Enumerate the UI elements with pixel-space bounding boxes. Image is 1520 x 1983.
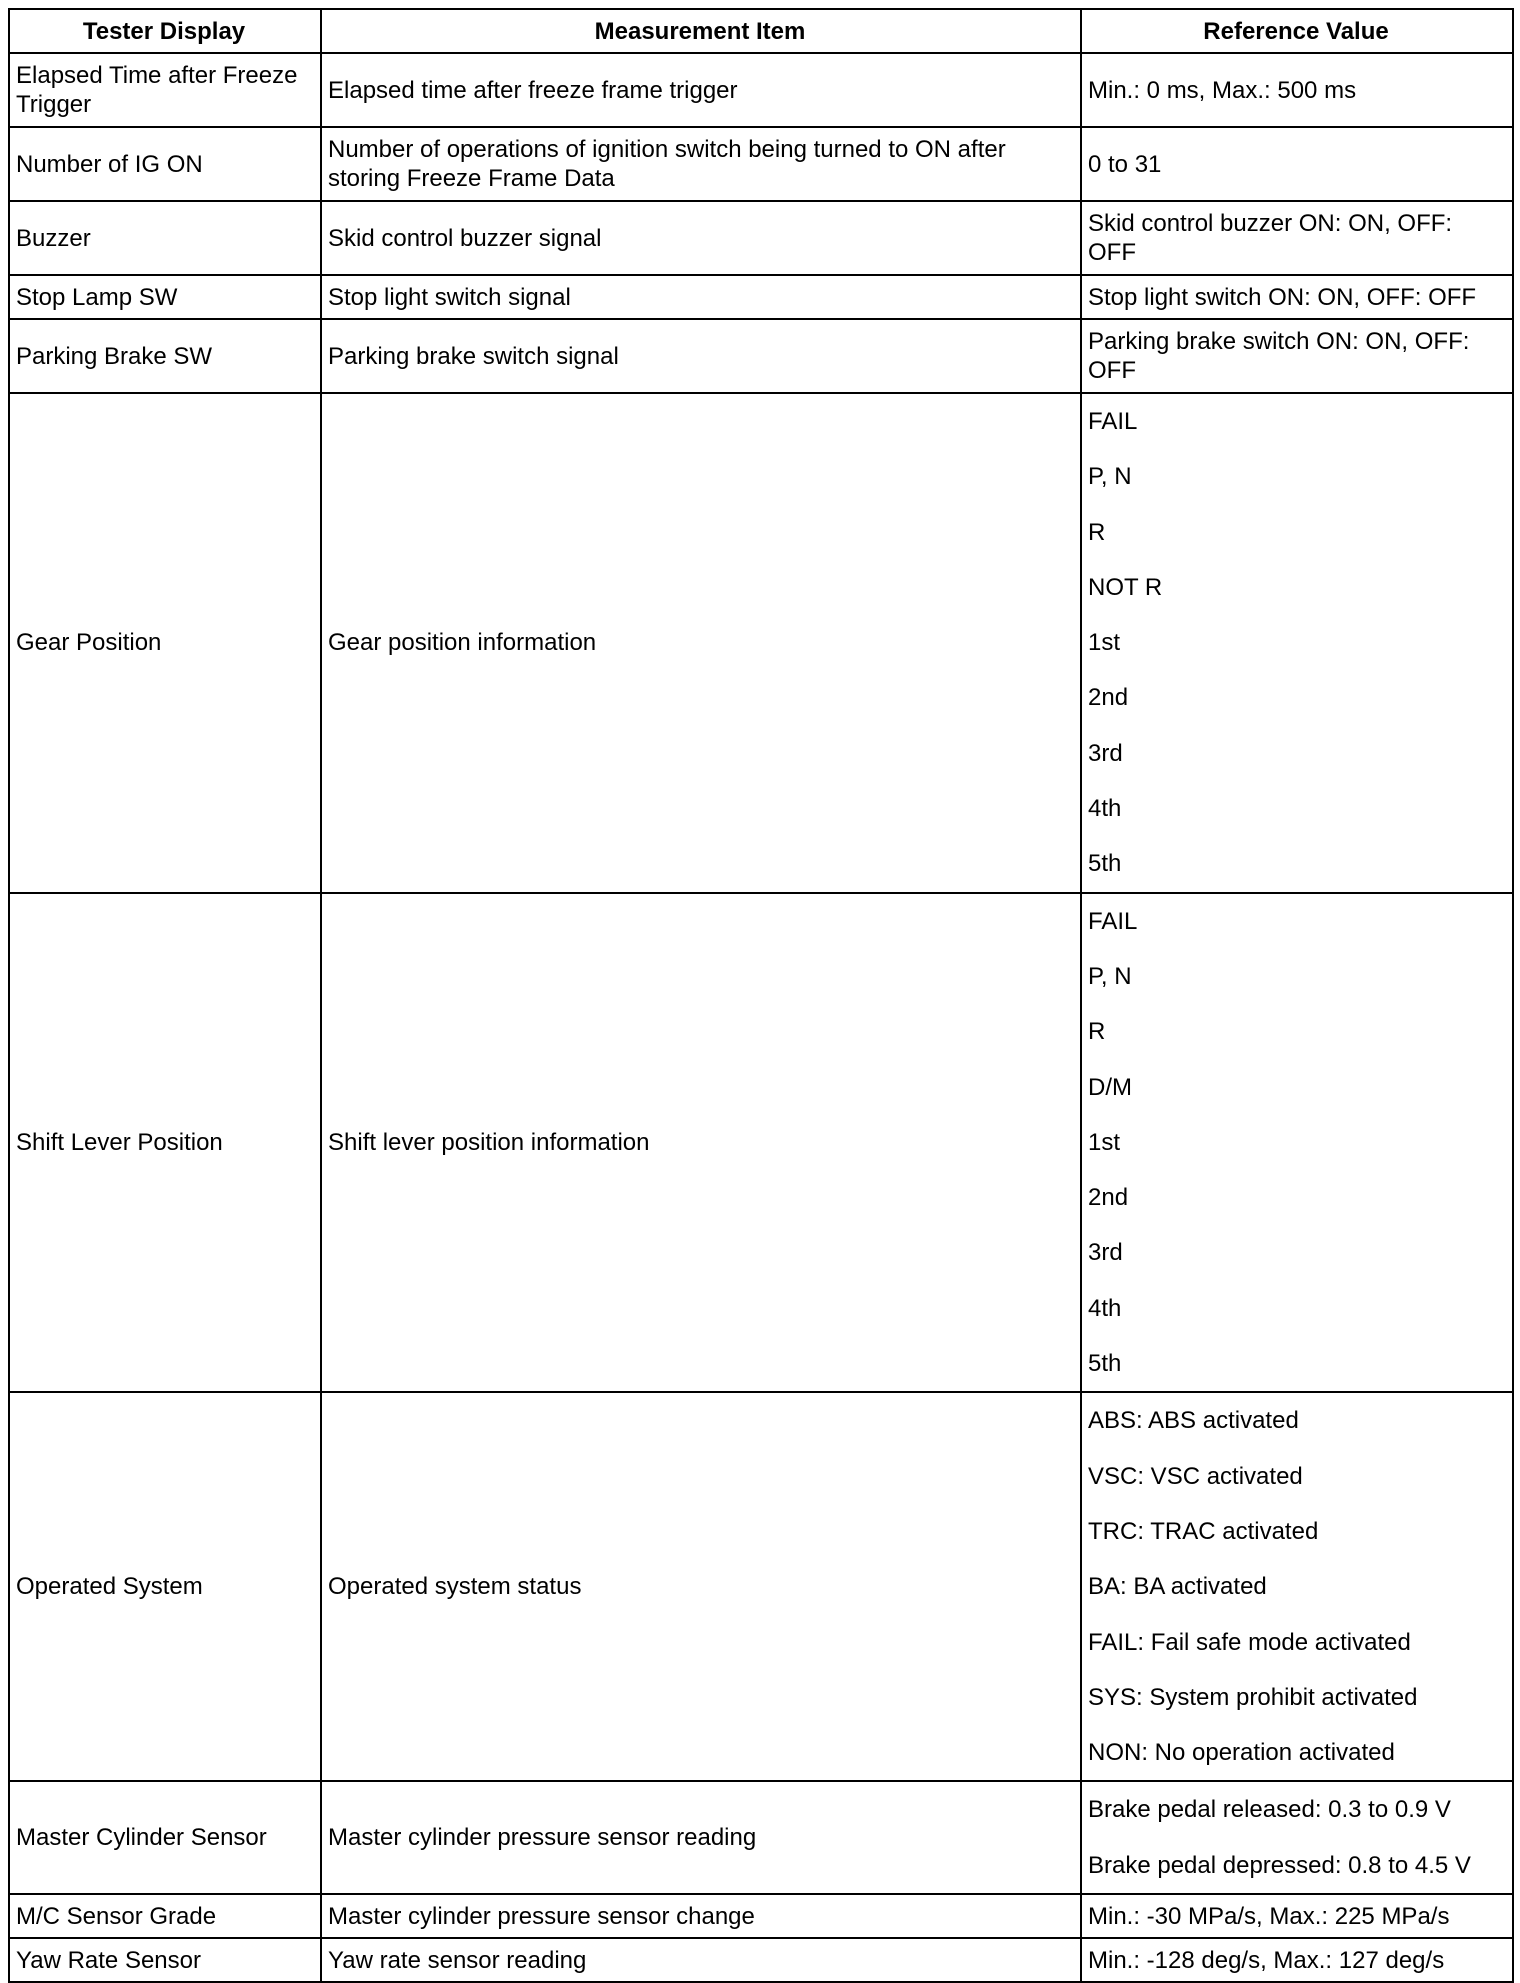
reference-value-line: Brake pedal depressed: 0.8 to 4.5 V	[1088, 1851, 1471, 1879]
header-reference-value: Reference Value	[1081, 9, 1513, 53]
reference-value-line: P, N	[1088, 463, 1132, 491]
tester-display-cell: Parking Brake SW	[9, 319, 321, 393]
measurement-item-cell: Shift lever position information	[321, 893, 1081, 1393]
tester-display-cell: Yaw Rate Sensor	[9, 1938, 321, 1982]
reference-value-cell: Parking brake switch ON: ON, OFF: OFF	[1081, 319, 1513, 393]
table-row	[9, 393, 1513, 893]
reference-value-line: 1st	[1088, 1128, 1121, 1156]
reference-value-line: 4th	[1088, 795, 1122, 823]
reference-value-cell: 0 to 31	[1081, 127, 1513, 201]
measurement-item-cell: Master cylinder pressure sensor change	[321, 1894, 1081, 1938]
measurement-item-cell: Yaw rate sensor reading	[321, 1938, 1081, 1982]
reference-value-line: TRC: TRAC activated	[1088, 1517, 1319, 1545]
table-row	[9, 1781, 1513, 1894]
reference-value-cell: Skid control buzzer ON: ON, OFF: OFF	[1081, 201, 1513, 275]
reference-value-line: R	[1088, 518, 1106, 546]
reference-value-line: 4th	[1088, 1294, 1122, 1322]
table-header-row	[9, 9, 1513, 53]
reference-value-cell: Min.: -30 MPa/s, Max.: 225 MPa/s	[1081, 1894, 1513, 1938]
measurement-item-cell: Operated system status	[321, 1392, 1081, 1781]
reference-value-line: 2nd	[1088, 1184, 1129, 1212]
reference-value-line: 5th	[1088, 1350, 1122, 1378]
reference-value-line: 1st	[1088, 629, 1121, 657]
tester-display-cell: Elapsed Time after Freeze Trigger	[9, 53, 321, 127]
table-row	[9, 893, 1513, 1393]
reference-value-line: 3rd	[1088, 739, 1123, 767]
reference-value-line: FAIL	[1088, 408, 1138, 435]
reference-value-line: FAIL: Fail safe mode activated	[1088, 1628, 1411, 1656]
header-measurement-item: Measurement Item	[321, 9, 1081, 53]
reference-value-line: SYS: System prohibit activated	[1088, 1683, 1418, 1711]
table-row	[9, 275, 1513, 319]
reference-value-cell	[1081, 1392, 1513, 1781]
reference-value-cell	[1081, 1781, 1513, 1894]
reference-value-cell: Min.: 0 ms, Max.: 500 ms	[1081, 53, 1513, 127]
tester-display-cell: Buzzer	[9, 201, 321, 275]
reference-value-line: VSC: VSC activated	[1088, 1462, 1303, 1490]
reference-value-cell: Stop light switch ON: ON, OFF: OFF	[1081, 275, 1513, 319]
reference-value-line: NOT R	[1088, 573, 1163, 601]
reference-value-line: NON: No operation activated	[1088, 1739, 1395, 1767]
reference-value-line: Brake pedal released: 0.3 to 0.9 V	[1088, 1796, 1451, 1824]
reference-value-line: P, N	[1088, 962, 1132, 990]
data-list-table-container	[8, 8, 1512, 1983]
reference-value-line: BA: BA activated	[1088, 1573, 1267, 1601]
tester-display-cell: Number of IG ON	[9, 127, 321, 201]
tester-display-cell: Operated System	[9, 1392, 321, 1781]
measurement-item-cell: Elapsed time after freeze frame trigger	[321, 53, 1081, 127]
measurement-item-cell: Stop light switch signal	[321, 275, 1081, 319]
reference-value-line: 5th	[1088, 850, 1122, 878]
reference-value-line: FAIL	[1088, 907, 1138, 935]
reference-value-line: 2nd	[1088, 684, 1129, 712]
reference-value-line: R	[1088, 1018, 1106, 1046]
measurement-item-cell: Gear position information	[321, 393, 1081, 893]
table-row	[9, 53, 1513, 127]
table-row	[9, 1938, 1513, 1982]
table-row	[9, 1392, 1513, 1781]
tester-display-cell: Shift Lever Position	[9, 893, 321, 1393]
reference-value-cell	[1081, 893, 1513, 1393]
reference-value-line: ABS: ABS activated	[1088, 1407, 1299, 1435]
reference-value-line: 3rd	[1088, 1239, 1123, 1267]
reference-value-cell: Min.: -128 deg/s, Max.: 127 deg/s	[1081, 1938, 1513, 1982]
data-list-table	[8, 8, 1514, 1983]
tester-display-cell: Gear Position	[9, 393, 321, 893]
measurement-item-cell: Parking brake switch signal	[321, 319, 1081, 393]
tester-display-cell: Master Cylinder Sensor	[9, 1781, 321, 1894]
measurement-item-cell: Number of operations of ignition switch being turned to ON after storing Freeze Frame Data	[321, 127, 1081, 201]
tester-display-cell: Stop Lamp SW	[9, 275, 321, 319]
measurement-item-cell: Skid control buzzer signal	[321, 201, 1081, 275]
table-row	[9, 127, 1513, 201]
table-row	[9, 201, 1513, 275]
table-row	[9, 1894, 1513, 1938]
header-tester-display: Tester Display	[9, 9, 321, 53]
reference-value-line: D/M	[1088, 1073, 1132, 1101]
measurement-item-cell: Master cylinder pressure sensor reading	[321, 1781, 1081, 1894]
table-row	[9, 319, 1513, 393]
reference-value-cell	[1081, 393, 1513, 893]
tester-display-cell: M/C Sensor Grade	[9, 1894, 321, 1938]
